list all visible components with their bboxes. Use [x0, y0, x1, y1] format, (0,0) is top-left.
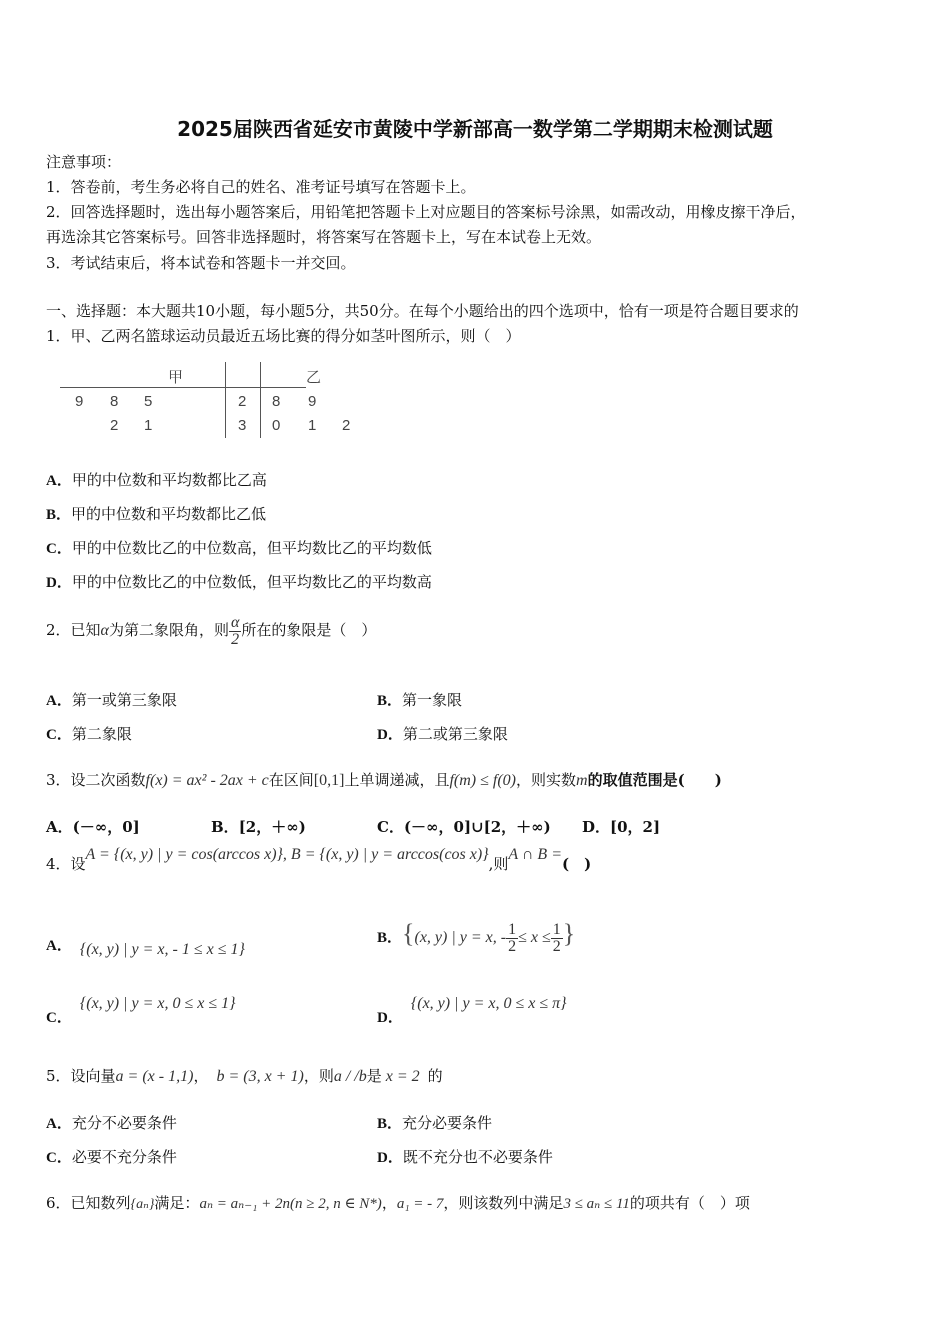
- q4-expr: A ∩ B =: [508, 846, 562, 863]
- q4-option-a[interactable]: [46, 935, 245, 956]
- leaf: 2: [342, 417, 351, 434]
- option-text: 充分不必要条件: [71, 1114, 177, 1132]
- option-text: [0，2]: [610, 818, 661, 836]
- q3-condition: f(m) ≤ f(0): [449, 772, 517, 789]
- option-label: A．: [46, 1116, 72, 1132]
- page-title: 2025届陕西省延安市黄陵中学新部高一数学第二学期期末检测试题: [177, 117, 773, 141]
- leaf: 8: [272, 393, 281, 410]
- q5-option-d[interactable]: [377, 1147, 553, 1168]
- q1-stem: 1．甲、乙两名篮球运动员最近五场比赛的得分如茎叶图所示，则（ ）: [46, 327, 521, 345]
- stem-leaf-vline-right: [260, 362, 261, 438]
- option-label: A．: [46, 818, 73, 836]
- q2-option-a[interactable]: [46, 690, 177, 711]
- q6-a1: a₁ = - 7: [396, 1196, 444, 1212]
- q3-option-d[interactable]: [582, 817, 660, 837]
- q6-range: 3 ≤ aₙ ≤ 11: [563, 1196, 630, 1212]
- q2-option-b[interactable]: [377, 690, 462, 711]
- option-label: B．: [211, 818, 239, 836]
- q3-interval: [0,1]: [313, 772, 345, 789]
- notice-item-2-cont: 再选涂其它答案标号。回答非选择题时，将答案写在答题卡上，写在本试卷上无效。: [46, 228, 602, 246]
- option-label: C．: [46, 541, 72, 557]
- fraction-numerator: 1: [508, 920, 517, 938]
- q4-mid: ,则: [488, 855, 509, 873]
- q6-mid2: ，则该数列中满足: [443, 1194, 564, 1212]
- q2-post: 所在的象限是（ ）: [241, 621, 377, 639]
- q3-pre: 3．设二次函数: [46, 771, 146, 789]
- q6-mid: 满足：: [154, 1194, 200, 1212]
- q5-pre: 5．设向量: [46, 1067, 116, 1085]
- option-label: D．: [377, 1150, 403, 1166]
- brace-open-icon: {: [402, 919, 415, 948]
- q3-mid3: ，则实数: [516, 771, 577, 789]
- option-text: 必要不充分条件: [71, 1148, 177, 1166]
- q5-x-equals: x = 2: [385, 1068, 420, 1085]
- q4-option-c[interactable]: [46, 993, 236, 1026]
- q3-option-a[interactable]: [46, 817, 140, 837]
- stem-leaf-vline-left: [225, 362, 226, 438]
- option-label: A．: [46, 938, 72, 954]
- q5-vector-a: a = (x - 1,1): [115, 1068, 194, 1085]
- option-label: D．: [582, 818, 611, 836]
- q3-mid2: 上单调递减，且: [344, 771, 450, 789]
- q5-mid2: 是: [366, 1067, 382, 1085]
- stem-leaf-right-head: 乙: [306, 369, 322, 386]
- option-text: 充分必要条件: [402, 1114, 493, 1132]
- q1-option-b[interactable]: [46, 504, 266, 525]
- option-label: D．: [46, 575, 72, 591]
- option-text: 第二或第三象限: [402, 725, 508, 743]
- fraction: [506, 922, 518, 955]
- fraction: [551, 922, 563, 955]
- notice-heading: 注意事项：: [46, 153, 122, 171]
- q5-option-b[interactable]: [377, 1113, 492, 1134]
- option-text: 第一象限: [402, 691, 463, 709]
- leaf: 5: [144, 393, 153, 410]
- q6-sequence: {aₙ}: [130, 1197, 155, 1212]
- q5-vector-b: b = (3, x + 1): [216, 1068, 304, 1085]
- stem: 3: [238, 417, 247, 434]
- option-text: {(x, y) | y = x, - 1 ≤ x ≤ 1}: [79, 941, 245, 958]
- option-label: A．: [46, 693, 72, 709]
- option-label: D．: [377, 1010, 403, 1026]
- notice-item-1: 1．答卷前，考生务必将自己的姓名、准考证号填写在答题卡上。: [46, 178, 476, 196]
- option-label: C．: [377, 818, 404, 836]
- q6-stem: [46, 1193, 750, 1215]
- option-label: A．: [46, 473, 72, 489]
- q5-parallel: a / /b: [333, 1068, 367, 1085]
- leaf: 9: [75, 393, 84, 410]
- stem-leaf-divider: [60, 387, 306, 388]
- leaf: 8: [110, 393, 119, 410]
- q2-stem: [46, 610, 376, 651]
- q5-sep: ，: [193, 1067, 209, 1085]
- q2-fraction: [229, 615, 241, 648]
- q6-pre: 6．已知数列: [46, 1194, 131, 1212]
- option-text: 甲的中位数比乙的中位数低，但平均数比乙的平均数高: [71, 573, 432, 591]
- option-text: 甲的中位数和平均数都比乙高: [71, 471, 267, 489]
- option-label: C．: [46, 727, 72, 743]
- option-text: 既不充分也不必要条件: [402, 1148, 553, 1166]
- option-text: 第一或第三象限: [71, 691, 177, 709]
- option-label: B．: [377, 1116, 403, 1132]
- q4-pre: 4．设: [46, 855, 86, 873]
- leaf: 1: [308, 417, 317, 434]
- q1-option-c[interactable]: [46, 538, 432, 559]
- stem: 2: [238, 393, 247, 410]
- q5-option-a[interactable]: [46, 1113, 177, 1134]
- option-text: (x, y) | y = x, -: [414, 929, 507, 946]
- option-label: D．: [377, 727, 403, 743]
- leaf: 1: [144, 417, 153, 434]
- notice-item-2: 2．回答选择题时，选出每小题答案后，用铅笔把答题卡上对应题目的答案标号涂黑，如需改动，用橡皮擦干净后，: [46, 203, 806, 221]
- leaf: 9: [308, 393, 317, 410]
- fraction-denominator: 2: [508, 937, 517, 955]
- q2-option-c[interactable]: [46, 724, 132, 745]
- brace-close-icon: }: [562, 919, 576, 948]
- option-label: C．: [46, 1150, 72, 1166]
- q4-post: ( ): [562, 855, 592, 873]
- q4-stem: [46, 846, 592, 875]
- q3-option-b[interactable]: [211, 817, 306, 837]
- q3-option-c[interactable]: [377, 817, 551, 837]
- option-text: {(x, y) | y = x, 0 ≤ x ≤ π}: [410, 995, 567, 1012]
- option-text: [2，＋∞): [238, 818, 306, 836]
- option-text: {(x, y) | y = x, 0 ≤ x ≤ 1}: [79, 995, 236, 1012]
- q6-post: 的项共有（ ）项: [629, 1194, 750, 1212]
- q3-post: 的取值范围是( ): [587, 771, 722, 789]
- q1-option-d[interactable]: [46, 572, 432, 593]
- q3-function: f(x) = ax² - 2ax + c: [145, 772, 269, 789]
- q6-recurrence: aₙ = aₙ₋₁ + 2n(n ≥ 2, n ∈ N*): [199, 1196, 382, 1212]
- fraction-numerator: α: [230, 613, 240, 631]
- option-text: ≤ x ≤: [518, 929, 551, 946]
- q2-pre: 2．已知: [46, 621, 101, 639]
- q2-option-d[interactable]: [377, 724, 508, 745]
- q4-sets: A = {(x, y) | y = cos(arccos x)}, B = {(x, y) | y = arccos(cos x)}: [85, 846, 489, 863]
- option-label: C．: [46, 1010, 72, 1026]
- q5-post: 的: [427, 1067, 443, 1085]
- q1-option-a[interactable]: [46, 470, 267, 491]
- option-text: (－∞，0]∪[2，＋∞): [403, 818, 551, 836]
- fraction-numerator: 1: [552, 920, 561, 938]
- option-text: 甲的中位数比乙的中位数高，但平均数比乙的平均数低: [71, 539, 432, 557]
- option-label: B．: [377, 693, 403, 709]
- leaf: 2: [110, 417, 119, 434]
- stem-leaf-left-head: 甲: [168, 369, 184, 386]
- q3-m: m: [576, 772, 588, 789]
- q2-mid: 为第二象限角，则: [108, 621, 229, 639]
- q5-mid: ，则: [303, 1067, 334, 1085]
- option-text: 甲的中位数和平均数都比乙低: [71, 505, 267, 523]
- stem-leaf-plot: [60, 362, 351, 442]
- option-label: B．: [377, 930, 403, 946]
- notice-item-3: 3．考试结束后，将本试卷和答题卡一并交回。: [46, 254, 356, 272]
- option-label: B．: [46, 507, 72, 523]
- leaf: 0: [272, 417, 281, 434]
- fraction-denominator: 2: [231, 630, 240, 648]
- q3-stem: [46, 770, 722, 791]
- fraction-denominator: 2: [552, 937, 561, 955]
- option-text: 第二象限: [71, 725, 132, 743]
- section-heading: 一、选择题：本大题共10小题，每小题5分，共50分。在每个小题给出的四个选项中，恰有一项是符合题目要求的: [46, 302, 799, 320]
- q4-option-d[interactable]: [377, 993, 567, 1026]
- q3-mid1: 在区间: [268, 771, 314, 789]
- option-text: (－∞，0]: [72, 818, 140, 836]
- q4-option-b[interactable]: [377, 914, 575, 958]
- q5-option-c[interactable]: [46, 1147, 177, 1168]
- q2-alpha: α: [100, 622, 109, 639]
- q5-stem: [46, 1066, 443, 1087]
- q6-sep: ，: [381, 1194, 397, 1212]
